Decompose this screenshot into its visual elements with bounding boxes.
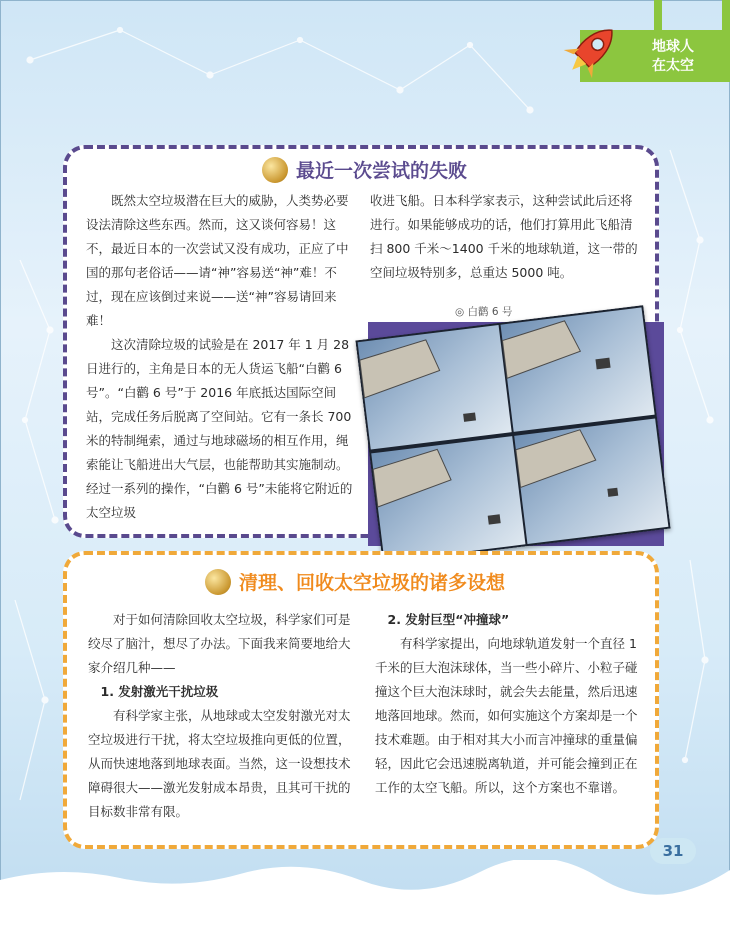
page-number: 31 — [650, 838, 696, 864]
header-tag-line1: 地球人 — [652, 39, 694, 55]
htv6-photo — [355, 305, 670, 564]
section2-item1-text: 有科学家主张，从地球或太空发射激光对太空垃圾进行干扰，将太空垃圾推向更低的位置，从而快速地落到地球表面。当然，这一设想技术障碍很大——激光发射成本昂贵，且其可干扰的目标数非常有限。 — [88, 708, 351, 819]
snow-ground — [0, 860, 730, 930]
section2-title — [205, 568, 505, 595]
header-tag-frame — [654, 0, 730, 30]
section2-right-column — [375, 608, 645, 800]
section2-item2-heading: 2. 发射巨型“冲撞球” — [387, 612, 510, 627]
section1-right-column — [370, 189, 640, 285]
section2-title-text: 清理、回收太空垃圾的诸多设想 — [239, 572, 506, 594]
section1-left-column — [86, 189, 356, 525]
section1-paragraph: 这次清除垃圾的试验是在 2017 年 1 月 28 日进行的，主角是日本的无人货运飞船“白鹳 6 号”。“白鹳 6 号”于 2016 年底抵达国际空间站，完成任务后脱离了空间站。它有一条长 700 米的特制绳索，通过与地球磁场的相互作用，绳索能让飞船进出大气层，也能帮助其实施制动。经过一系列的操作，“白鹳 6 号”未能将它附近的太空垃圾 — [86, 337, 353, 520]
header-tag-text — [638, 38, 708, 76]
section2-left-column — [88, 608, 356, 824]
header-tag-line2: 在太空 — [652, 58, 694, 74]
section1-title-text: 最近一次尝试的失败 — [296, 160, 468, 182]
rocket-icon — [560, 18, 624, 82]
section2-item2-text: 有科学家提出，向地球轨道发射一个直径 1 千米的巨大泡沫球体，当一些小碎片、小粒子碰撞这个巨大泡沫球时，就会失去能量，然后迅速地落回地球。然而，如何实施这个方案却是一个技术难题。由于相对其大小而言冲撞球的重量偏轻，因此它会迅速脱离轨道，并可能会撞到正在工作的太空飞船。所以，这个方案也不靠谱。 — [375, 636, 638, 795]
section1-paragraph: 既然太空垃圾潜在巨大的威胁，人类势必要设法清除这些东西。然而，这又谈何容易！这不，最近日本的一次尝试又没有成功，正应了中国的那句老俗话——请“神”容易送“神”难！不过，现在应该倒过来说——送“神”容易请回来难！ — [86, 193, 349, 328]
section1-continuation: 收进飞船。日本科学家表示，这种尝试此后还将进行。如果能够成功的话，他们打算用此飞船清扫 800 千米～1400 千米的地球轨道，这一带的空间垃圾特别多，总重达 5000 吨。 — [370, 193, 638, 280]
section2-intro: 对于如何清除回收太空垃圾，科学家们可是绞尽了脑汁，想尽了办法。下面我来简要地给大家介绍几种—— — [88, 612, 351, 675]
section1-title — [262, 156, 467, 183]
gold-bullet-icon — [205, 569, 231, 595]
photo-caption: ◎ 白鹳 6 号 — [455, 306, 513, 318]
section2-item1-heading: 1. 发射激光干扰垃圾 — [100, 684, 219, 699]
gold-bullet-icon — [262, 157, 288, 183]
